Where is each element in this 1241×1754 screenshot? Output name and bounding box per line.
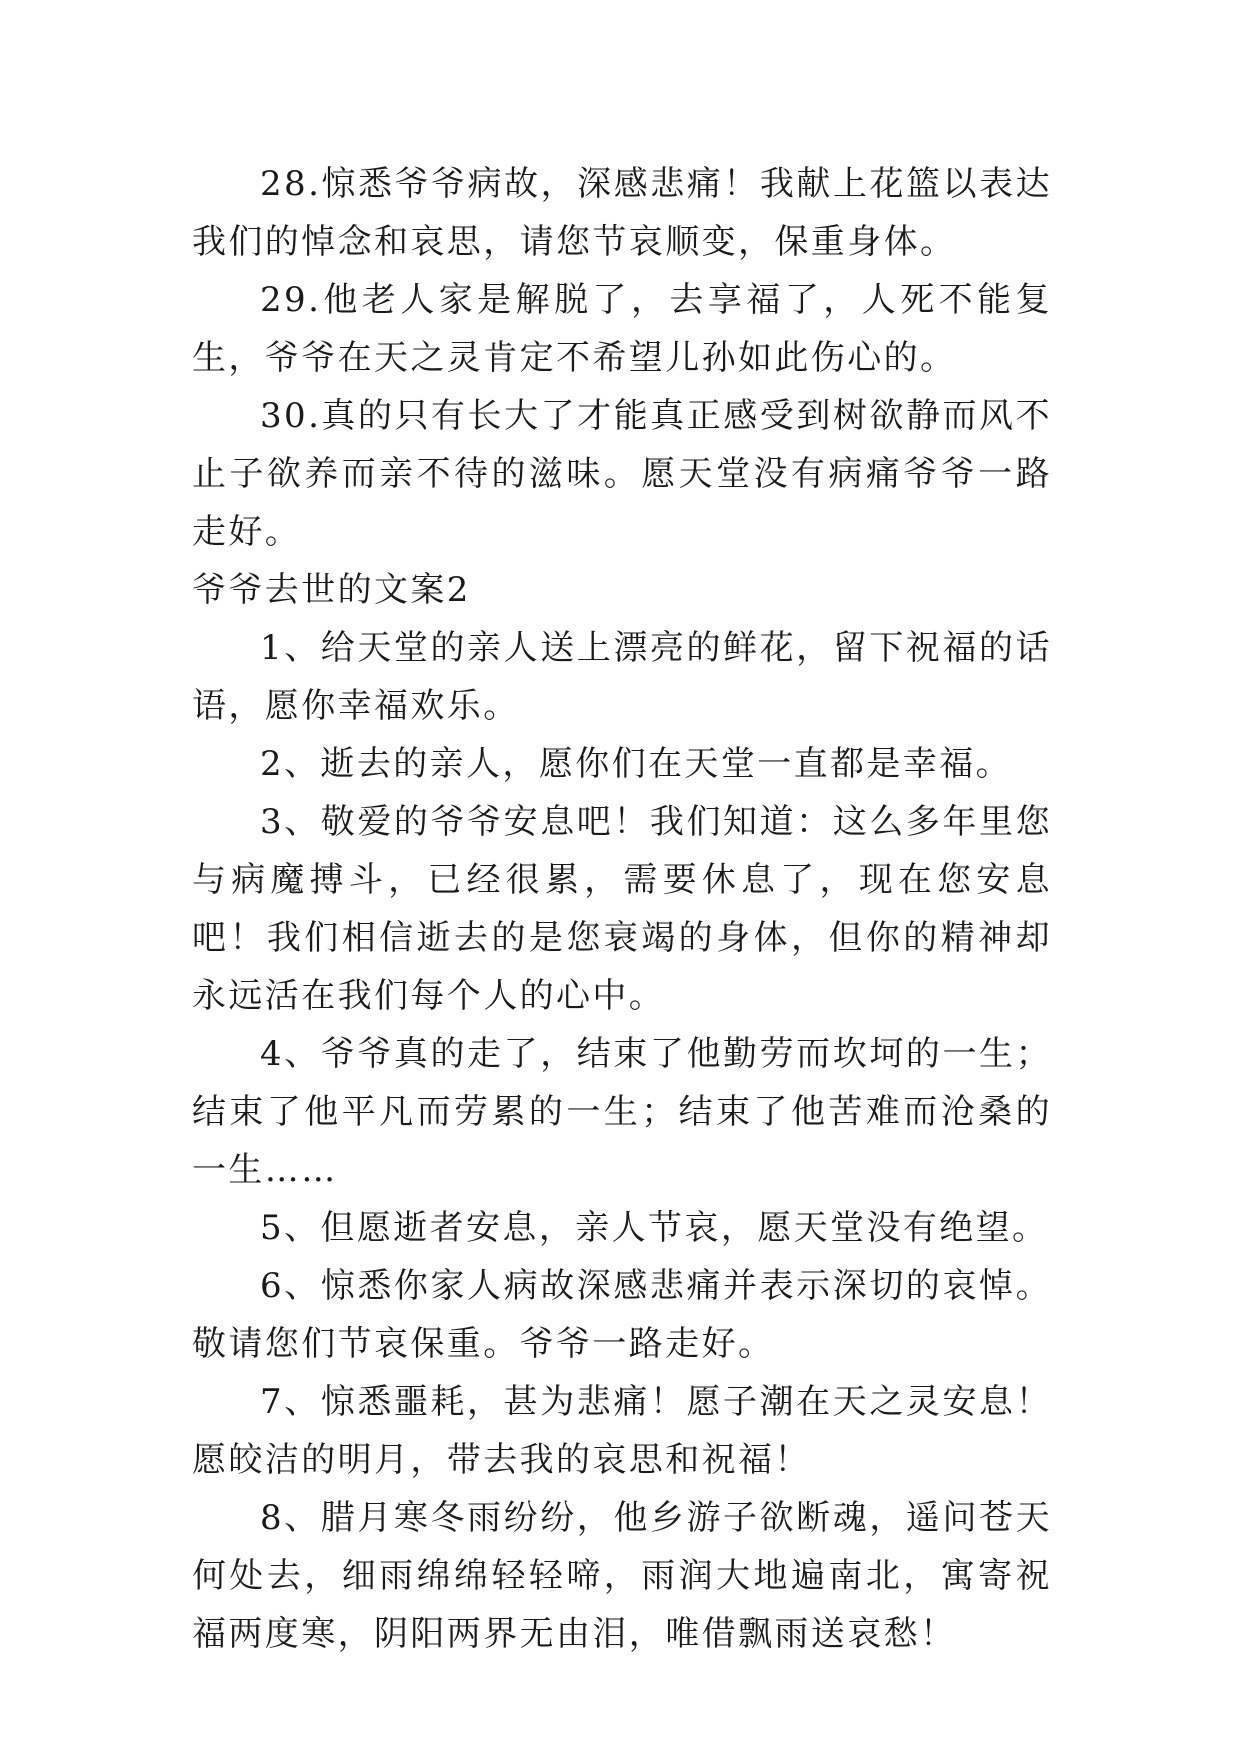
paragraph-8: 8、腊月寒冬雨纷纷，他乡游子欲断魂，遥问苍天何处去，细雨绵绵轻轻啼，雨润大地遍南北，寓寄祝福两度寒，阴阳两界无由泪，唯借飘雨送哀愁！	[192, 1498, 1052, 1654]
section-heading: 爷爷去世的文案2	[192, 570, 471, 610]
paragraph-6: 6、惊悉你家人病故深感悲痛并表示深切的哀悼。敬请您们节哀保重。爷爷一路走好。	[192, 1266, 1052, 1364]
document-body	[192, 155, 1052, 1663]
paragraph-28: 28.惊悉爷爷病故，深感悲痛！我献上花篮以表达我们的悼念和哀思，请您节哀顺变，保重身体。	[192, 164, 1052, 262]
paragraph-3: 3、敬爱的爷爷安息吧！我们知道：这么多年里您与病魔搏斗，已经很累，需要休息了，现在您安息吧！我们相信逝去的是您衰竭的身体，但你的精神却永远活在我们每个人的心中。	[192, 802, 1052, 1016]
paragraph-5: 5、但愿逝者安息，亲人节哀，愿天堂没有绝望。	[260, 1208, 1049, 1248]
paragraph-1: 1、给天堂的亲人送上漂亮的鲜花，留下祝福的话语，愿你幸福欢乐。	[192, 628, 1052, 726]
paragraph-30: 30.真的只有长大了才能真正感受到树欲静而风不止子欲养而亲不待的滋味。愿天堂没有病痛爷爷一路走好。	[192, 396, 1052, 552]
paragraph-2: 2、逝去的亲人，愿你们在天堂一直都是幸福。	[260, 744, 1013, 784]
paragraph-4: 4、爷爷真的走了，结束了他勤劳而坎坷的一生；结束了他平凡而劳累的一生；结束了他苦难而沧桑的一生……	[192, 1034, 1052, 1190]
paragraph-7: 7、惊悉噩耗，甚为悲痛！愿子潮在天之灵安息！愿皎洁的明月，带去我的哀思和祝福！	[192, 1382, 1052, 1480]
paragraph-29: 29.他老人家是解脱了，去享福了，人死不能复生，爷爷在天之灵肯定不希望儿孙如此伤心的。	[192, 280, 1052, 378]
